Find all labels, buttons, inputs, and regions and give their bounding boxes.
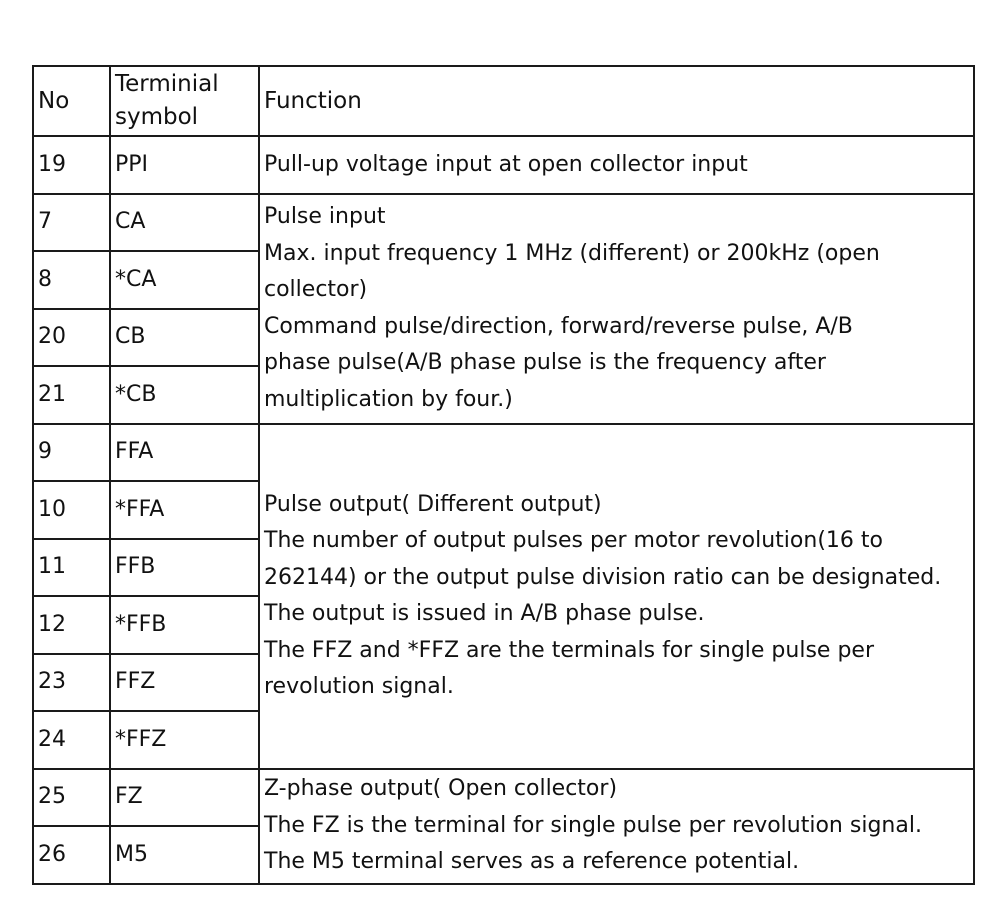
terminal-table: [32, 65, 975, 885]
cell-no: 23: [33, 654, 110, 712]
table-row: [33, 194, 974, 252]
cell-no: 26: [33, 826, 110, 884]
function-line: phase pulse(A/B phase pulse is the frequency after: [264, 350, 826, 375]
cell-symbol: *CB: [110, 366, 259, 424]
cell-symbol: *FFZ: [110, 711, 259, 769]
cell-no: 19: [33, 136, 110, 194]
function-line: revolution signal.: [264, 674, 454, 699]
cell-symbol: *FFB: [110, 596, 259, 654]
function-line: Command pulse/direction, forward/reverse pulse, A/B: [264, 313, 853, 339]
cell-symbol: *FFA: [110, 481, 259, 539]
cell-no: 7: [33, 194, 110, 252]
cell-function: [259, 424, 974, 769]
cell-no: 10: [33, 481, 110, 539]
cell-no: 21: [33, 366, 110, 424]
function-line: Pulse input: [264, 204, 386, 229]
cell-no: 24: [33, 711, 110, 769]
cell-function: [259, 194, 974, 424]
header-no: No: [33, 66, 110, 136]
table-row: [33, 769, 974, 827]
function-line: The number of output pulses per motor revolution(16 to: [264, 528, 883, 553]
header-terminal-symbol: [110, 66, 259, 136]
function-line: The FFZ and *FFZ are the terminals for single pulse per: [264, 637, 874, 663]
table-header-row: [33, 66, 974, 136]
cell-function: [259, 769, 974, 884]
cell-symbol: M5: [110, 826, 259, 884]
function-line: collector): [264, 277, 368, 302]
cell-no: 9: [33, 424, 110, 482]
cell-symbol: CA: [110, 194, 259, 252]
function-line: Max. input frequency 1 MHz (different) or 200kHz (open: [264, 240, 880, 266]
cell-no: 12: [33, 596, 110, 654]
function-line: Pull-up voltage input at open collector input: [264, 151, 748, 177]
header-symbol-line: symbol: [115, 104, 199, 130]
cell-symbol: *CA: [110, 251, 259, 309]
cell-symbol: PPI: [110, 136, 259, 194]
table-row: [33, 424, 974, 482]
cell-no: 20: [33, 309, 110, 367]
cell-symbol: CB: [110, 309, 259, 367]
function-line: The output is issued in A/B phase pulse.: [264, 601, 705, 626]
cell-no: 11: [33, 539, 110, 597]
cell-symbol: FFA: [110, 424, 259, 482]
function-line: Z-phase output( Open collector): [264, 776, 618, 802]
function-line: 262144) or the output pulse division ratio can be designated.: [264, 564, 942, 590]
function-line: The M5 terminal serves as a reference potential.: [264, 849, 800, 875]
cell-function: [259, 136, 974, 194]
cell-symbol: FZ: [110, 769, 259, 827]
function-line: multiplication by four.): [264, 386, 513, 412]
cell-no: 8: [33, 251, 110, 309]
table-row: [33, 136, 974, 194]
cell-no: 25: [33, 769, 110, 827]
cell-symbol: FFZ: [110, 654, 259, 712]
header-function: Function: [259, 66, 974, 136]
function-line: The FZ is the terminal for single pulse per revolution signal.: [264, 812, 922, 838]
header-symbol-line: Terminial: [115, 71, 219, 97]
cell-symbol: FFB: [110, 539, 259, 597]
function-line: Pulse output( Different output): [264, 491, 602, 517]
